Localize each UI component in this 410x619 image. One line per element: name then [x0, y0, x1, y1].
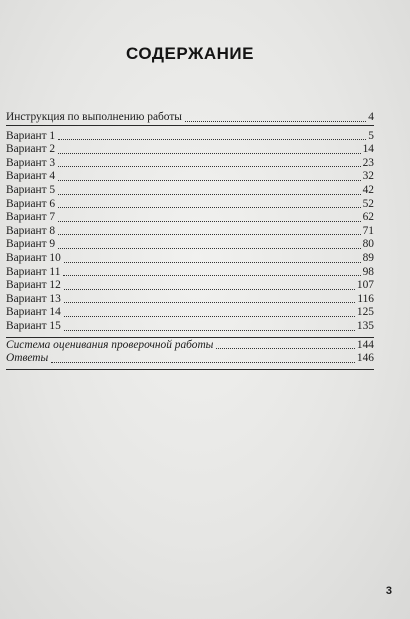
divider-rule — [6, 125, 374, 126]
toc-entry-page: 5 — [368, 129, 374, 142]
toc-entry-variant-6 — [6, 198, 374, 212]
dot-leader — [58, 180, 360, 181]
dot-leader — [58, 194, 360, 195]
toc-entry-variant-11 — [6, 266, 374, 280]
toc-entry-page: 146 — [356, 352, 374, 365]
toc-entry-page: 52 — [362, 197, 374, 210]
toc-entry-page: 107 — [356, 279, 374, 292]
toc-entry-grading-system — [6, 339, 374, 353]
dot-leader — [58, 153, 360, 154]
toc-entry-variant-12 — [6, 279, 374, 293]
toc-entry-label: Вариант 13 — [6, 292, 61, 305]
toc-entry-page: 135 — [356, 319, 374, 332]
toc-entry-page: 14 — [362, 143, 374, 156]
toc-entry-page: 42 — [362, 183, 374, 196]
toc-entry-label: Вариант 1 — [6, 129, 56, 142]
toc-entry-label: Вариант 6 — [6, 197, 56, 210]
toc-entry-label: Ответы — [6, 352, 49, 365]
dot-leader — [64, 302, 356, 303]
toc-entry-page: 125 — [356, 306, 374, 319]
toc-entry-variant-7 — [6, 211, 374, 225]
dot-leader — [58, 221, 360, 222]
divider-rule — [6, 337, 374, 338]
dot-leader — [64, 289, 355, 290]
toc-entry-page: 80 — [362, 238, 374, 251]
dot-leader — [216, 348, 355, 349]
dot-leader — [185, 121, 366, 122]
toc-entry-label: Система оценивания проверочной работы — [6, 338, 214, 351]
toc-entry-variant-2 — [6, 143, 374, 157]
toc-entry-variant-9 — [6, 238, 374, 252]
toc-entry-page: 23 — [362, 156, 374, 169]
table-of-contents — [6, 111, 374, 370]
toc-entry-variant-14 — [6, 306, 374, 320]
page-title: СОДЕРЖАНИЕ — [126, 44, 254, 63]
toc-entry-variant-13 — [6, 293, 374, 307]
toc-entry-label: Вариант 2 — [6, 143, 56, 156]
divider-rule — [6, 369, 374, 370]
toc-entry-page: 116 — [357, 292, 374, 305]
toc-entry-label: Вариант 9 — [6, 238, 56, 251]
toc-entry-page: 89 — [362, 251, 374, 264]
toc-entry-variant-10 — [6, 252, 374, 266]
toc-entry-variant-15 — [6, 320, 374, 334]
toc-entry-page: 62 — [362, 211, 374, 224]
dot-leader — [58, 234, 360, 235]
toc-entry-page: 32 — [362, 170, 374, 183]
toc-entry-variant-8 — [6, 225, 374, 239]
toc-entry-label: Вариант 15 — [6, 319, 61, 332]
toc-entry-page: 71 — [362, 224, 374, 237]
toc-entry-variant-4 — [6, 170, 374, 184]
dot-leader — [64, 330, 355, 331]
toc-entry-instructions — [6, 111, 374, 125]
toc-entry-label: Вариант 11 — [6, 265, 61, 278]
toc-entry-variant-1 — [6, 130, 374, 144]
toc-entry-page: 144 — [356, 338, 374, 351]
toc-entry-answers — [6, 352, 374, 366]
dot-leader — [58, 207, 360, 208]
dot-leader — [64, 316, 355, 317]
toc-entry-page: 4 — [368, 111, 374, 123]
toc-entry-variant-3 — [6, 157, 374, 171]
page-number: 3 — [385, 585, 392, 597]
toc-entry-page: 98 — [362, 265, 374, 278]
toc-entry-label: Вариант 14 — [6, 306, 61, 319]
toc-entry-label: Вариант 5 — [6, 183, 56, 196]
dot-leader — [51, 362, 355, 363]
toc-entry-label: Инструкция по выполнению работы — [6, 111, 182, 123]
toc-entry-label: Вариант 4 — [6, 170, 56, 183]
toc-entry-label: Вариант 8 — [6, 224, 56, 237]
dot-leader — [58, 166, 360, 167]
toc-entry-label: Вариант 12 — [6, 279, 61, 292]
dot-leader — [58, 139, 366, 140]
toc-entry-label: Вариант 3 — [6, 156, 56, 169]
dot-leader — [64, 262, 361, 263]
toc-entry-label: Вариант 7 — [6, 211, 56, 224]
dot-leader — [58, 248, 360, 249]
toc-entry-label: Вариант 10 — [6, 251, 61, 264]
dot-leader — [63, 275, 360, 276]
toc-entry-variant-5 — [6, 184, 374, 198]
